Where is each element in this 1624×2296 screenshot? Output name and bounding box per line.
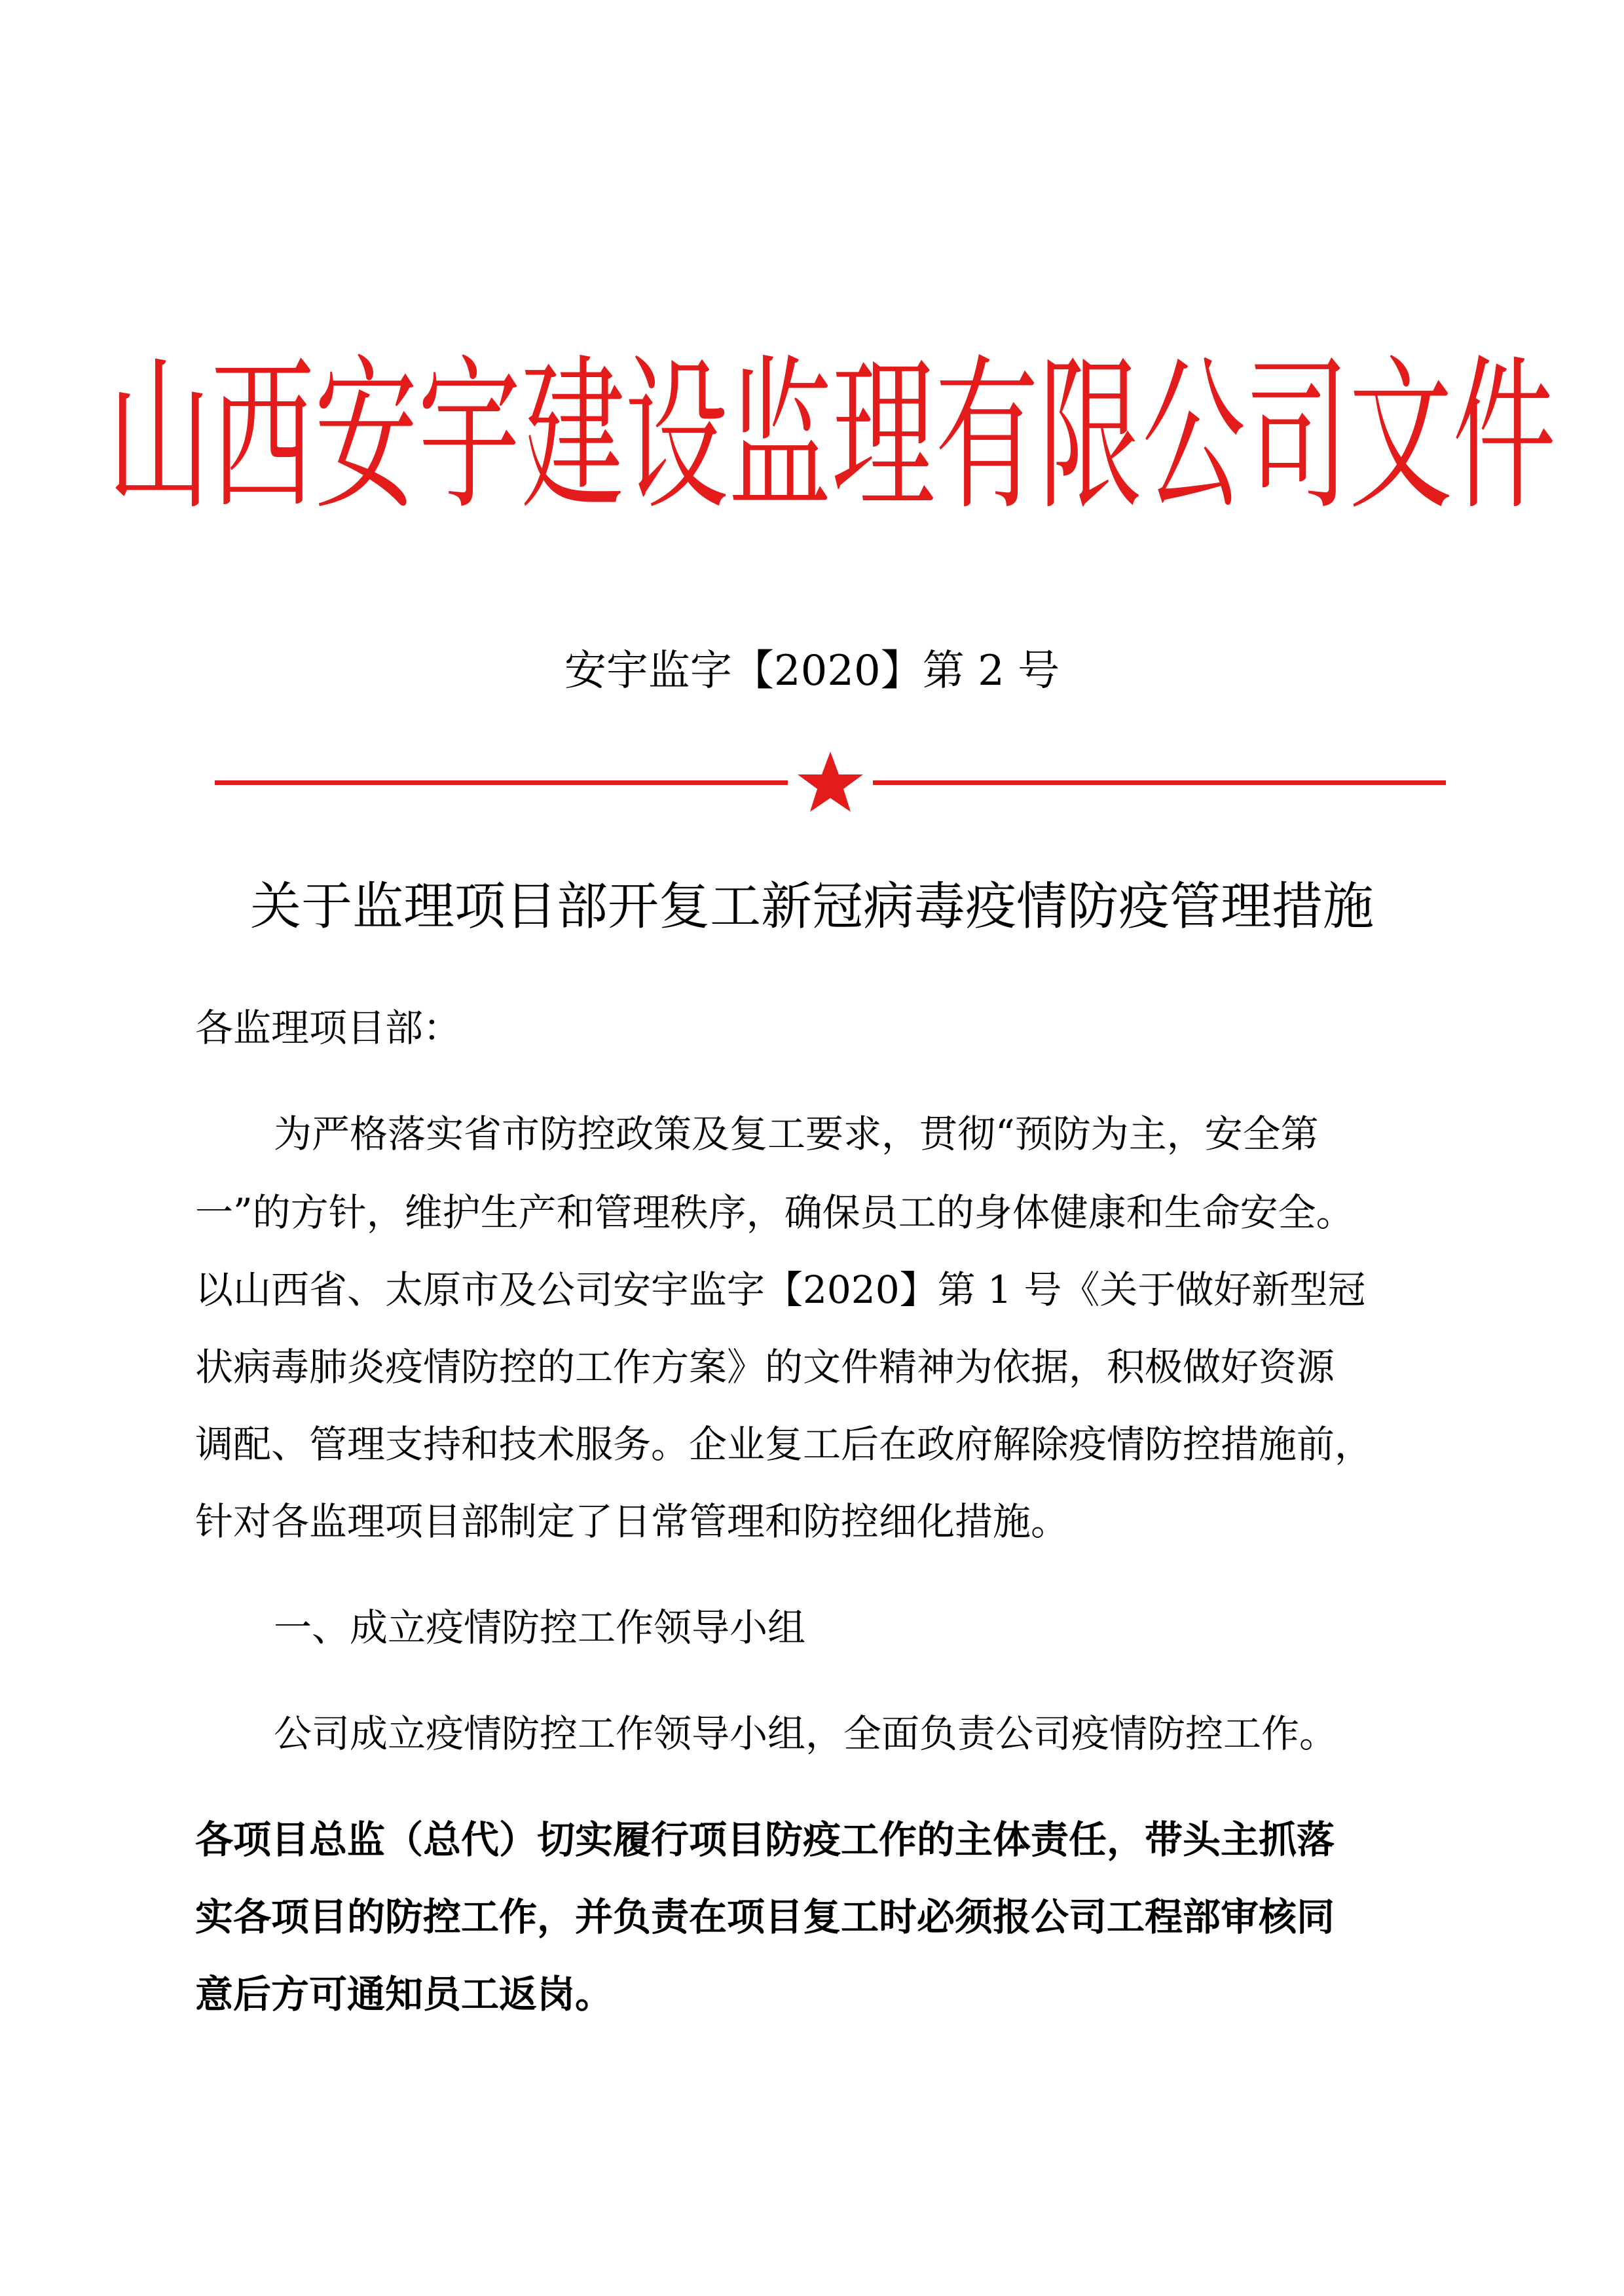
star-icon <box>798 752 863 812</box>
section-heading: 一、成立疫情防控工作领导小组 <box>274 1605 806 1650</box>
letterhead-title: 山西安宇建设监理有限公司文件 <box>107 340 1556 533</box>
letterhead <box>107 331 1556 533</box>
intro-line: 针对各监理项目部制定了日常管理和防控细化措施。 <box>195 1499 1069 1544</box>
divider-line-right <box>873 780 1446 785</box>
intro-line: 调配、管理支持和技术服务。企业复工后在政府解除疫情防控措施前， <box>195 1422 1373 1467</box>
document-number: 安宇监字【2020】第 2 号 <box>564 647 1060 695</box>
intro-line: 为严格落实省市防控政策及复工要求，贯彻“预防为主，安全第 <box>274 1112 1319 1156</box>
salutation: 各监理项目部： <box>195 1006 462 1050</box>
intro-line: 状病毒肺炎疫情防控的工作方案》的文件精神为依据，积极做好资源 <box>195 1345 1335 1389</box>
document-title: 关于监理项目部开复工新冠病毒疫情防疫管理措施 <box>249 877 1374 936</box>
bold-line: 各项目总监（总代）切实履行项目防疫工作的主体责任，带头主抓落 <box>195 1817 1335 1862</box>
bold-line: 实各项目的防控工作，并负责在项目复工时必须报公司工程部审核同 <box>195 1895 1335 1939</box>
bold-line: 意后方可通知员工返岗。 <box>195 1972 614 2016</box>
divider-line-left <box>215 780 788 785</box>
intro-line: 以山西省、太原市及公司安宇监字【2020】第 1 号《关于做好新型冠 <box>195 1267 1366 1312</box>
red-divider <box>215 746 1446 818</box>
section-paragraph: 公司成立疫情防控工作领导小组，全面负责公司疫情防控工作。 <box>274 1711 1338 1756</box>
intro-line: 一”的方针，维护生产和管理秩序，确保员工的身体健康和生命安全。 <box>195 1190 1354 1235</box>
